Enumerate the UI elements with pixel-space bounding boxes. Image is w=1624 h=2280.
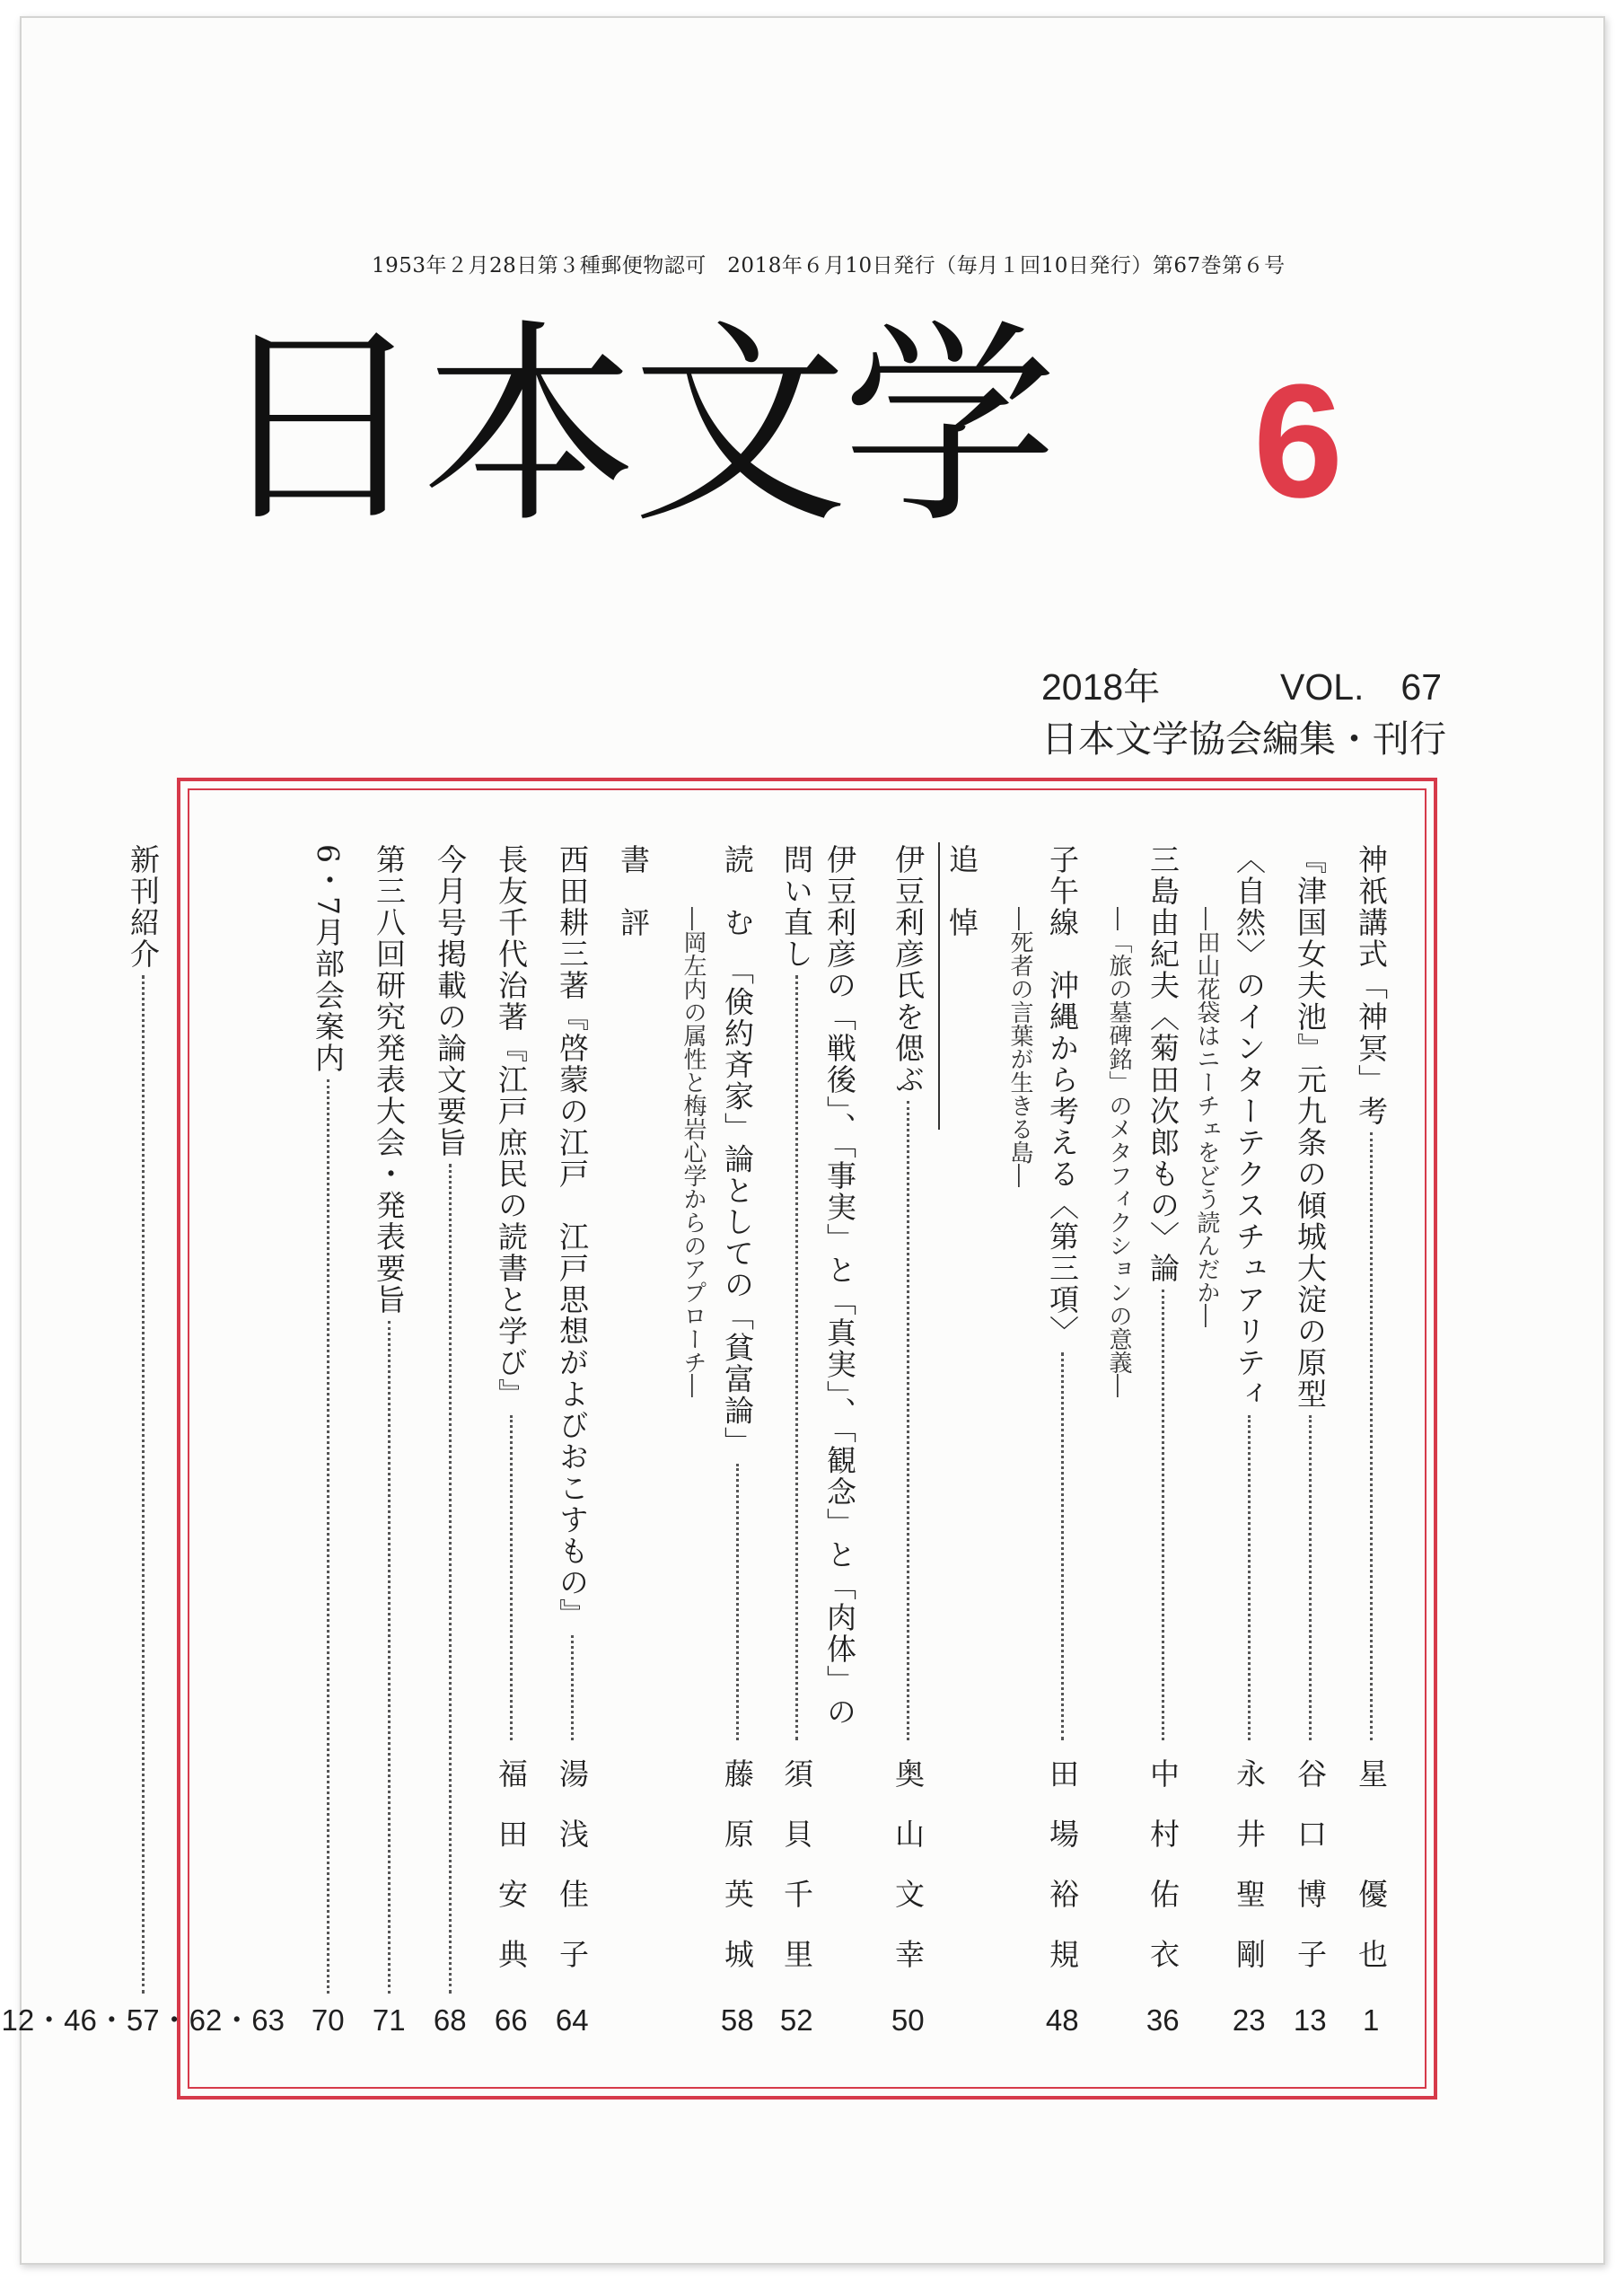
toc-entry bbox=[1231, 844, 1267, 2038]
entry-page: 68 bbox=[433, 2003, 467, 2038]
postal-permit-line: 1953年２月28日第３種郵便物認可 2018年６月10日発行（毎月１回10日発行）第67巻第６号 bbox=[372, 254, 1286, 277]
entry-author: 中村佑衣 bbox=[1146, 1758, 1181, 2000]
toc-entry bbox=[890, 844, 926, 2038]
volume-number: VOL. 67 bbox=[1280, 666, 1443, 708]
entry-page: 12・46・57・62・63 bbox=[1, 2003, 285, 2038]
toc-entry bbox=[1, 844, 285, 2038]
leader-dots bbox=[449, 1164, 452, 1994]
entry-title: 伊豆利彦の「戦後」、「事実」と「真実」、「観念」と「肉体」の bbox=[822, 844, 857, 1728]
toc-inner-border bbox=[1, 788, 1426, 2089]
entry-author: 須貝千里 bbox=[779, 1758, 814, 2000]
toc-entry bbox=[432, 844, 468, 2038]
entry-page: 48 bbox=[1045, 2003, 1079, 2038]
magazine-title: 日本文学 bbox=[212, 301, 1053, 552]
entry-title: 問い直し bbox=[779, 844, 814, 970]
toc-entry bbox=[1145, 844, 1181, 2038]
entry-page: 13 bbox=[1293, 2003, 1327, 2038]
entry-page: 64 bbox=[555, 2003, 589, 2038]
entry-page: 1 bbox=[1363, 2003, 1380, 2038]
leader-dots bbox=[1370, 1132, 1373, 1740]
leader-dots bbox=[1061, 1352, 1064, 1740]
entry-page: 36 bbox=[1146, 2003, 1180, 2038]
toc-entry bbox=[778, 844, 814, 2038]
entry-title: 新刊紹介 bbox=[126, 844, 162, 970]
toc-entry-line1 bbox=[821, 844, 857, 1728]
entry-page: 66 bbox=[494, 2003, 528, 2038]
section-heading bbox=[615, 844, 651, 938]
toc-entry bbox=[1353, 844, 1389, 2038]
entry-author: 湯浅佳子 bbox=[555, 1758, 590, 2000]
leader-dots bbox=[1162, 1290, 1164, 1740]
section-heading-memorial: 追 悼 bbox=[944, 844, 979, 938]
entry-title: 神祇講式「神冥」考 bbox=[1354, 844, 1389, 1127]
leader-dots bbox=[1309, 1415, 1312, 1740]
entry-title: 今月号掲載の論文要旨 bbox=[433, 844, 468, 1158]
entry-page: 70 bbox=[311, 2003, 345, 2038]
entry-subtitle: ―死者の言葉が生きる島― bbox=[1006, 907, 1033, 1187]
entry-author: 藤原英城 bbox=[720, 1758, 755, 2000]
table-of-contents bbox=[1, 778, 1437, 2100]
leader-dots bbox=[388, 1321, 391, 1994]
entry-title: 長友千代治著『江戸庶民の読書と学び』 bbox=[494, 844, 529, 1410]
entry-author: 谷口博子 bbox=[1293, 1758, 1328, 2000]
entry-title: 『津国女夫池』元九条の傾城大淀の原型 bbox=[1293, 844, 1328, 1410]
entry-subtitle: ―田山花袋はニーチェをどう読んだか― bbox=[1193, 907, 1220, 1327]
entry-author: 田場裕規 bbox=[1045, 1758, 1080, 2000]
entry-title: 三島由紀夫〈菊田次郎もの〉論 bbox=[1146, 844, 1181, 1284]
entry-page: 52 bbox=[779, 2003, 813, 2038]
publication-year: 2018年 bbox=[1041, 666, 1161, 708]
leader-dots bbox=[736, 1464, 739, 1741]
entry-title: 6・7月部会案内 bbox=[311, 844, 346, 1074]
leader-dots bbox=[510, 1415, 513, 1740]
entry-author: 福田安典 bbox=[494, 1758, 529, 2000]
entry-author: 永井聖剛 bbox=[1232, 1758, 1267, 2000]
entry-title: 子午線 沖縄から考える〈第三項〉 bbox=[1045, 844, 1080, 1347]
toc-entry bbox=[493, 844, 529, 2038]
section-heading bbox=[944, 844, 979, 938]
entry-page: 23 bbox=[1232, 2003, 1266, 2038]
entry-author: 星 優也 bbox=[1354, 1758, 1389, 2000]
toc-entry bbox=[719, 844, 755, 2038]
leader-dots bbox=[907, 1101, 909, 1740]
leader-dots bbox=[142, 975, 145, 1994]
entry-title: 第三八回研究発表大会・発表要旨 bbox=[372, 844, 407, 1316]
entry-page: 58 bbox=[720, 2003, 754, 2038]
issue-number: 6 bbox=[1253, 351, 1344, 532]
entry-title: 西田耕三著『啓蒙の江戸 江戸思想がよびおこすもの』 bbox=[555, 844, 590, 1630]
leader-dots bbox=[327, 1079, 329, 1994]
publisher-line: 日本文学協会編集・刊行 bbox=[1041, 718, 1446, 760]
toc-entry bbox=[1292, 844, 1328, 2038]
entry-subtitle: ―岡左内の属性と梅岩心学からのアプローチ― bbox=[680, 907, 707, 1397]
entry-title: 読 む 「倹約斉家」論としての「貧富論」 bbox=[720, 844, 755, 1458]
entry-page: 50 bbox=[891, 2003, 925, 2038]
toc-entry bbox=[554, 844, 590, 2038]
toc-entry bbox=[371, 844, 407, 2038]
entry-title: 伊豆利彦氏を偲ぶ bbox=[891, 844, 926, 1096]
toc-entry bbox=[1044, 844, 1080, 2038]
toc-entry bbox=[310, 844, 346, 2038]
memorial-rule bbox=[938, 842, 940, 1130]
entry-author: 奥山文幸 bbox=[891, 1758, 926, 2000]
entry-title: 〈自然〉のインターテクスチュアリティ bbox=[1232, 844, 1267, 1410]
leader-dots bbox=[795, 975, 798, 1740]
entry-page: 71 bbox=[372, 2003, 406, 2038]
section-heading-reviews: 書 評 bbox=[616, 844, 651, 938]
leader-dots bbox=[1248, 1415, 1251, 1740]
leader-dots bbox=[571, 1635, 574, 1740]
entry-subtitle: ―「旅の墓碑銘」のメタフィクションの意義― bbox=[1105, 907, 1132, 1397]
